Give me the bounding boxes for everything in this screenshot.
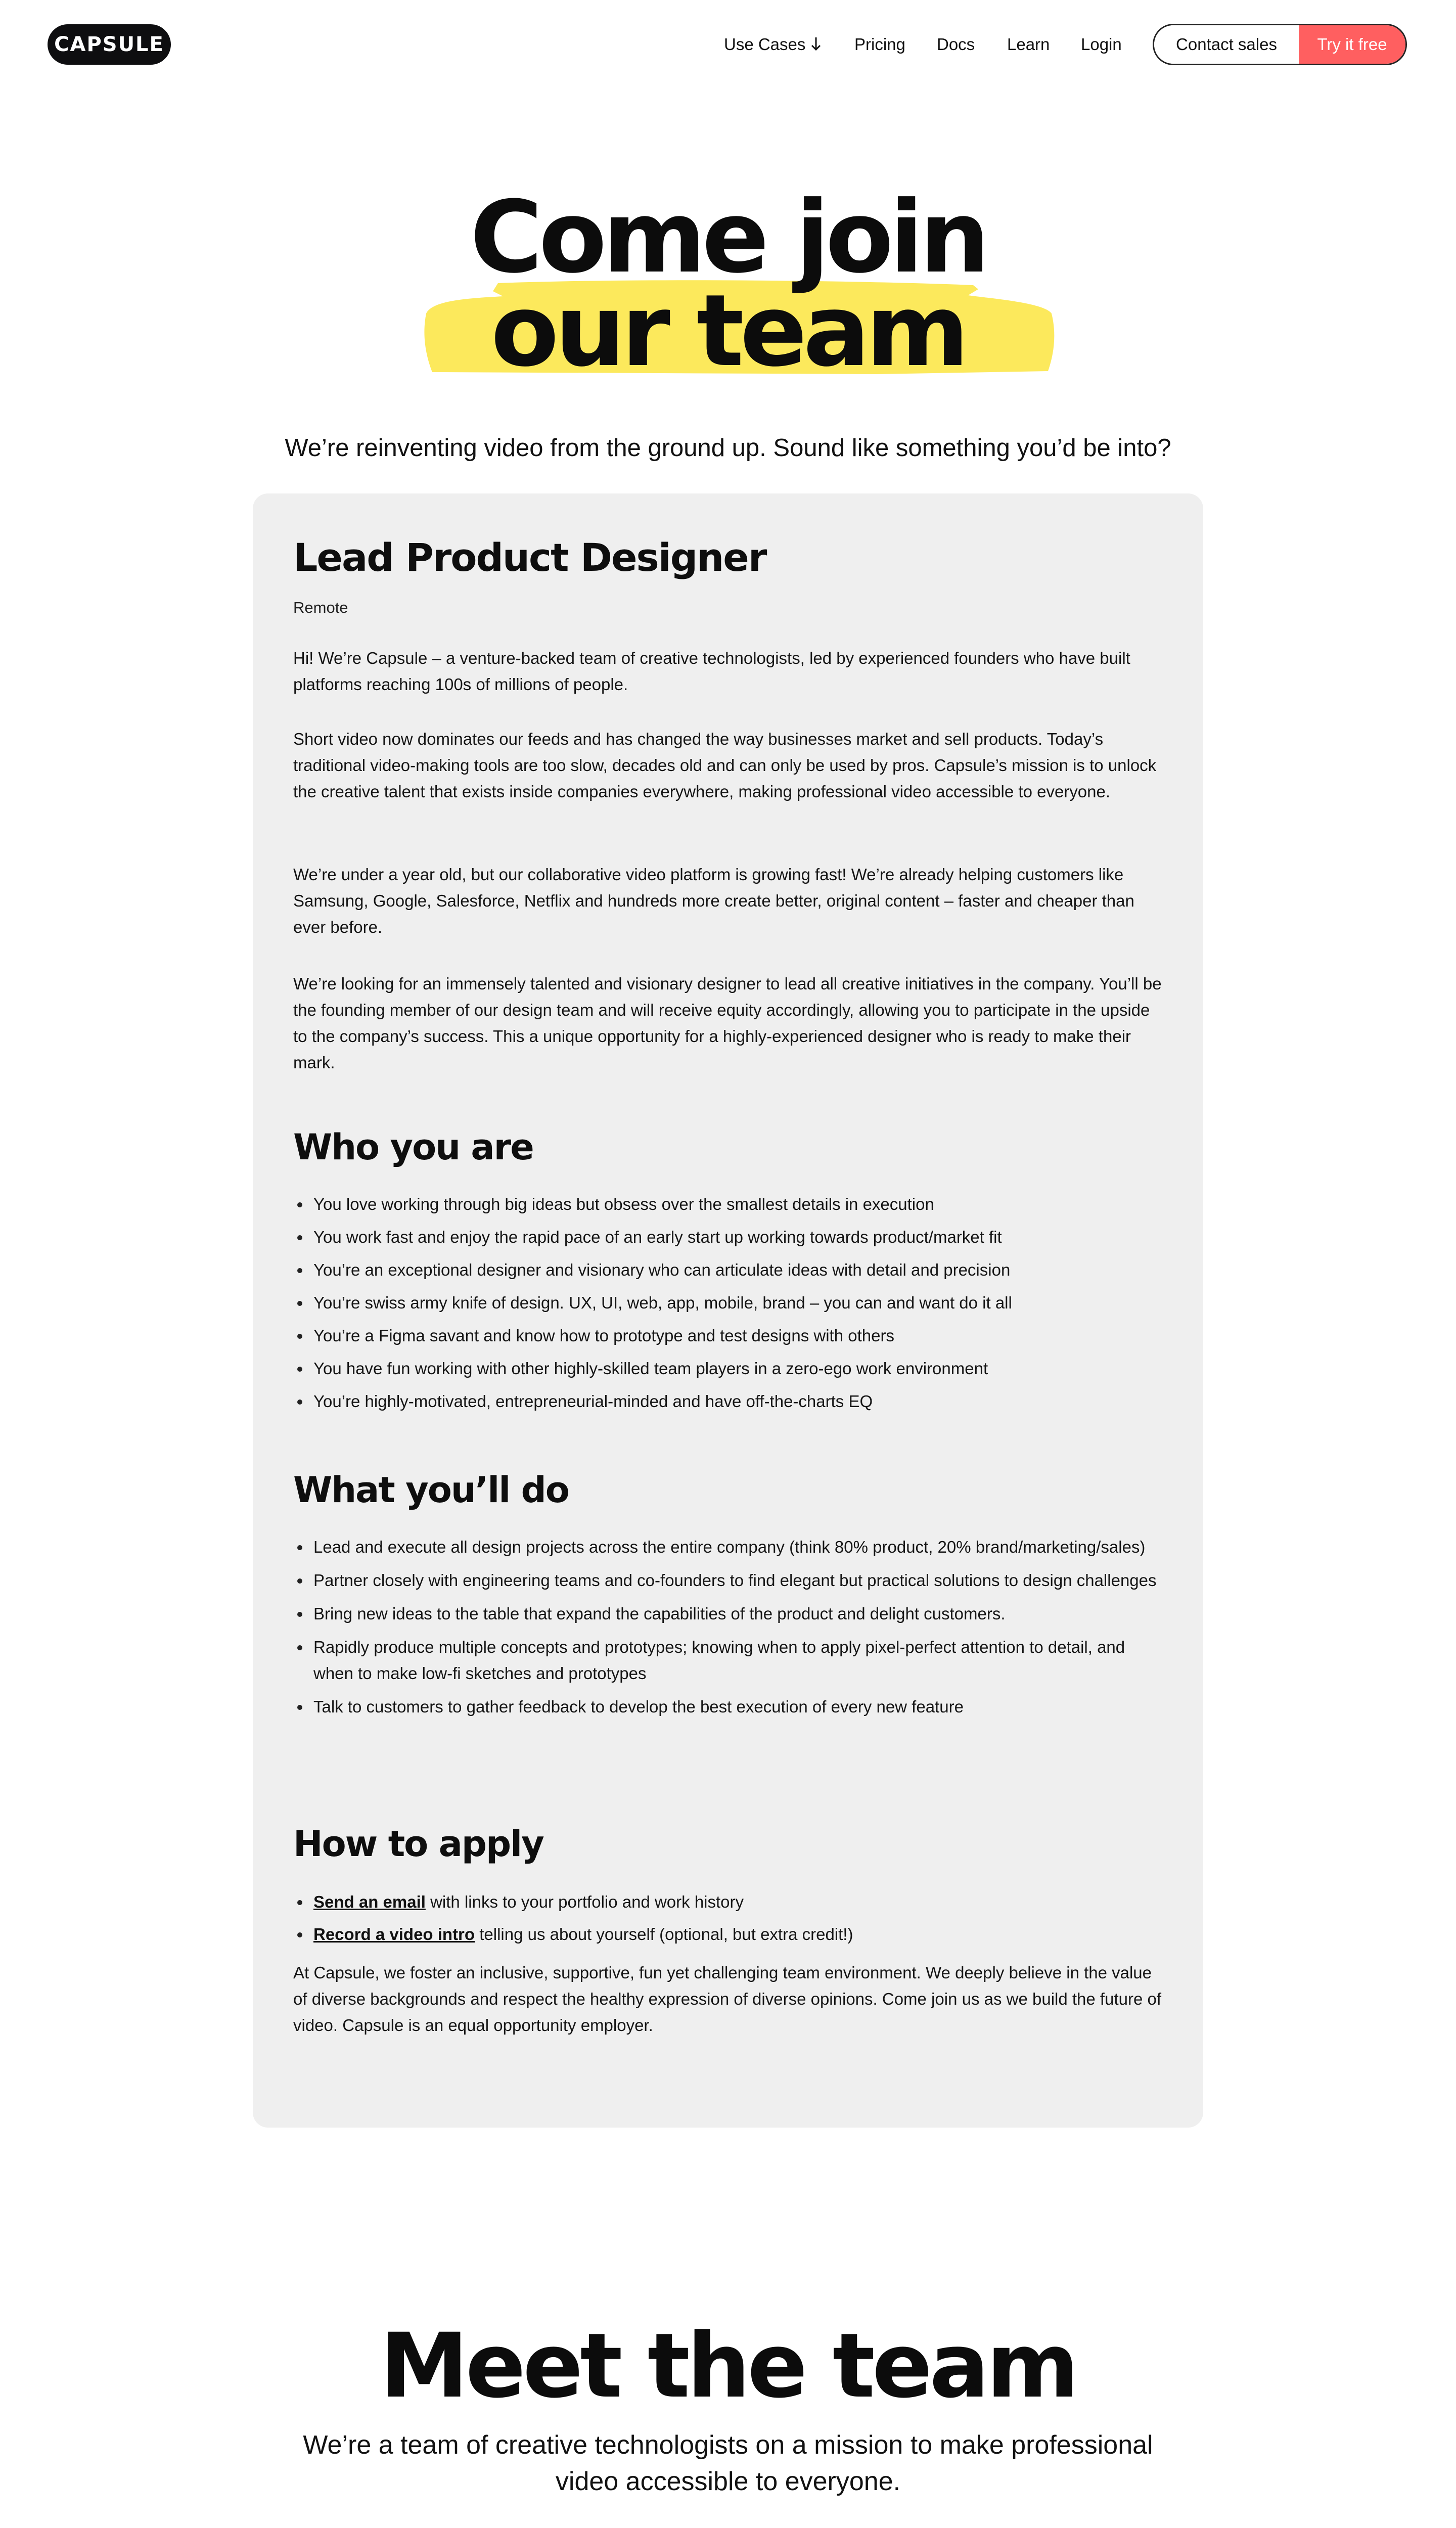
who-you-are-heading: Who you are [293, 1126, 533, 1168]
try-free-button[interactable]: Try it free [1299, 25, 1405, 64]
nav-pricing[interactable]: Pricing [854, 35, 905, 54]
list-item: You work fast and enjoy the rapid pace of an early start up working towards product/market fit [293, 1224, 1163, 1250]
job-paragraph: Short video now dominates our feeds and has changed the way businesses market and sell products. Today’s traditional video-making tools are too slow, decades old and can only be used by pros. Capsule’s mission is to unlock the creative talent that exists inside companies everywhere, making professional video accessible to everyone. [293, 730, 1157, 801]
job-paragraph: We’re under a year old, but our collaborative video platform is growing fast! We’re already helping customers like Samsung, Google, Salesforce, Netflix and hundreds more create better, original content – faster and cheaper than ever before. [293, 865, 1134, 936]
list-item: You’re highly-motivated, entrepreneurial-minded and have off-the-charts EQ [293, 1388, 1163, 1415]
hero-title-line1: Come join [470, 180, 986, 295]
capsule-logo[interactable]: CAPSULE [48, 24, 171, 65]
nav-login[interactable]: Login [1081, 35, 1122, 54]
list-item: Partner closely with engineering teams and co-founders to find elegant but practical solutions to design challenges [293, 1567, 1163, 1594]
contact-sales-button[interactable]: Contact sales [1154, 25, 1299, 64]
meet-team-subtitle: We’re a team of creative technologists on a mission to make professional video accessible to everyone. [303, 2430, 1153, 2496]
top-nav [0, 0, 1456, 89]
apply-email-text: with links to your portfolio and work history [425, 1892, 744, 1911]
closing-paragraph: At Capsule, we foster an inclusive, supportive, fun yet challenging team environment. We deeply believe in the value of diverse backgrounds and respect the healthy expression of diverse opinions. Come join us as we build the future of video. Capsule is an equal opportunity employer. [293, 1963, 1161, 2035]
job-location: Remote [293, 599, 348, 616]
list-item: You’re a Figma savant and know how to prototype and test designs with others [293, 1323, 1163, 1349]
nav-use-cases[interactable]: Use Cases [724, 30, 822, 59]
job-card [253, 493, 1203, 2128]
what-youll-do-heading: What you’ll do [293, 1469, 569, 1511]
list-item: You love working through big ideas but obsess over the smallest details in execution [293, 1191, 1163, 1217]
list-item: You have fun working with other highly-skilled team players in a zero-ego work environment [293, 1356, 1163, 1382]
meet-team-title: Meet the team [380, 2314, 1076, 2418]
nav-cta-group [1153, 24, 1407, 65]
apply-video-text: telling us about yourself (optional, but extra credit!) [475, 1925, 853, 1944]
send-email-link[interactable]: Send an email [313, 1892, 426, 1911]
list-item: Rapidly produce multiple concepts and prototypes; knowing when to apply pixel-perfect attention to detail, and when to make low-fi sketches and prototypes [293, 1634, 1163, 1687]
what-youll-do-list [293, 1534, 1163, 1720]
hero-subtitle: We’re reinventing video from the ground up. Sound like something you’d be into? [285, 434, 1171, 462]
job-paragraph: We’re looking for an immensely talented and visionary designer to lead all creative initiatives in the company. You’ll be the founding member of our design team and will receive equity accordingly, allowing you to participate in the upside to the company’s success. This a unique opportunity for a highly-experienced designer who is ready to make their mark. [293, 974, 1162, 1072]
list-item: Bring new ideas to the table that expand the capabilities of the product and delight customers. [293, 1601, 1163, 1627]
list-item [293, 1921, 1163, 1948]
arrow-down-icon [810, 36, 822, 52]
list-item: You’re swiss army knife of design. UX, UI, web, app, mobile, brand – you can and want do it all [293, 1290, 1163, 1316]
how-to-apply-list [293, 1889, 1163, 1948]
list-item: You’re an exceptional designer and visionary who can articulate ideas with detail and precision [293, 1257, 1163, 1283]
hero-title-line2: our team [490, 274, 966, 389]
nav-docs[interactable]: Docs [937, 35, 975, 54]
how-to-apply-heading: How to apply [293, 1823, 543, 1865]
list-item: Talk to customers to gather feedback to develop the best execution of every new feature [293, 1694, 1163, 1720]
list-item [293, 1889, 1163, 1915]
nav-learn[interactable]: Learn [1007, 35, 1050, 54]
job-title: Lead Product Designer [293, 535, 766, 580]
who-you-are-list [293, 1191, 1163, 1415]
list-item: Lead and execute all design projects across the entire company (think 80% product, 20% brand/marketing/sales) [293, 1534, 1163, 1560]
job-paragraph: Hi! We’re Capsule – a venture-backed team of creative technologists, led by experienced founders who have built platforms reaching 100s of millions of people. [293, 649, 1130, 694]
record-video-link[interactable]: Record a video intro [313, 1925, 475, 1944]
